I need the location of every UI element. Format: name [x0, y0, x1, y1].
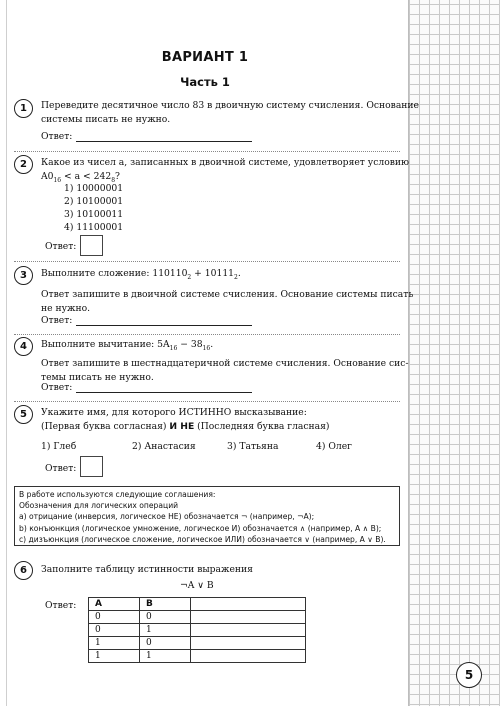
question-3-line-2: Ответ запишите в двоичной системе счисления. Основание системы писать	[41, 288, 414, 300]
question-number-4: 4	[14, 337, 33, 356]
cell: 1	[140, 624, 191, 637]
answer-label-4: Ответ:	[41, 382, 73, 393]
question-4-line-2: Ответ запишите в шестнадцатеричной системе счисления. Основание сис-	[41, 357, 409, 369]
separator	[14, 261, 400, 262]
table-row	[89, 611, 306, 624]
answer-box-2[interactable]	[80, 235, 103, 256]
answer-cell[interactable]	[191, 650, 306, 663]
expr-subscript: 16	[169, 344, 178, 352]
question-4-line-1	[41, 338, 409, 356]
cond-part: A0	[41, 171, 54, 182]
cond-subscript: 16	[53, 176, 62, 184]
question-2-line-1: Какое из чисел a, записанных в двоичной системе, удовлетворяет условию	[41, 157, 410, 168]
cell: 1	[140, 650, 191, 663]
separator	[14, 334, 400, 335]
answer-cell[interactable]	[191, 611, 306, 624]
question-number-3: 3	[14, 266, 33, 285]
expr-part: .	[210, 339, 214, 350]
question-2-options	[64, 182, 123, 234]
cell: 0	[89, 611, 140, 624]
table-row	[89, 637, 306, 650]
cell: 1	[89, 637, 140, 650]
expr-part: − 38	[177, 339, 203, 350]
part-title: Часть 1	[180, 75, 230, 89]
question-1-line-1: Переведите десятичное число 83 в двоичную систему счисления. Основание	[41, 100, 419, 111]
q5-option-2: 2) Анастасия	[132, 441, 196, 452]
expr-part: .	[237, 268, 241, 279]
q5-option-3: 3) Татьяна	[227, 441, 279, 452]
statement-part: (Первая буква согласная)	[41, 421, 170, 432]
grid-margin	[408, 0, 500, 706]
question-4-text	[41, 338, 409, 385]
answer-label-6: Ответ:	[45, 600, 77, 611]
q5-option-1: 1) Глеб	[41, 441, 77, 452]
table-header-row	[89, 598, 306, 611]
answer-line-1[interactable]	[76, 141, 252, 142]
conventions-line: b) конъюнкция (логическое умножение, логическое И) обозначается ∧ (например, A ∧ B);	[19, 523, 382, 533]
cell: 0	[89, 624, 140, 637]
cell: 0	[140, 611, 191, 624]
question-5-line-2	[41, 420, 330, 434]
table-row	[89, 624, 306, 637]
cond-part: < a < 242	[61, 171, 112, 182]
header-cell: B	[140, 598, 191, 611]
question-4-line-3: темы писать не нужно.	[41, 371, 154, 383]
answer-box-5[interactable]	[80, 456, 103, 477]
separator	[14, 401, 400, 402]
question-number-1: 1	[14, 99, 33, 118]
option: 4) 11100001	[64, 222, 124, 233]
question-5-line-1: Укажите имя, для которого ИСТИННО высказывание:	[41, 407, 307, 418]
conventions-line: a) отрицание (инверсия, логическое НЕ) обозначается ¬ (например, ¬A);	[19, 512, 315, 522]
question-6-text: Заполните таблицу истинности выражения	[41, 564, 253, 575]
option: 1) 10000001	[64, 183, 124, 194]
page-number: 5	[456, 662, 482, 688]
answer-line-3[interactable]	[76, 325, 252, 326]
question-number-2: 2	[14, 155, 33, 174]
conventions-line: Обозначения для логических операций	[19, 501, 179, 511]
cond-subscript: 8	[111, 176, 116, 184]
expr-part: Выполните сложение: 110110	[41, 268, 188, 279]
truth-table	[88, 597, 306, 663]
cond-part: ?	[115, 171, 120, 182]
expression: ¬A ∨ B	[180, 580, 214, 591]
left-margin-line	[6, 0, 7, 706]
expr-subscript: 2	[234, 273, 238, 281]
table-row	[89, 650, 306, 663]
question-1-text	[41, 99, 419, 127]
statement-operator: И НЕ	[169, 421, 195, 432]
question-1-line-2: системы писать не нужно.	[41, 114, 171, 125]
header-cell	[191, 598, 306, 611]
answer-label-3: Ответ:	[41, 315, 73, 326]
cell: 0	[140, 637, 191, 650]
header-cell: A	[89, 598, 140, 611]
q5-option-4: 4) Олег	[316, 441, 352, 452]
answer-label-2: Ответ:	[45, 241, 77, 252]
conventions-line: c) дизъюнкция (логическое сложение, логическое ИЛИ) обозначается ∨ (например, A ∨ B).	[19, 534, 386, 544]
page-title: ВАРИАНТ 1	[161, 50, 249, 65]
conventions-line: В работе используются следующие соглашения:	[19, 490, 216, 499]
question-5-text	[41, 406, 330, 434]
question-number-6: 6	[14, 561, 33, 580]
question-3-line-3: не нужно.	[41, 302, 91, 314]
question-3-text	[41, 267, 413, 316]
question-number-5: 5	[14, 405, 33, 424]
expr-part: Выполните вычитание: 5A	[41, 339, 170, 350]
conventions-box	[14, 486, 400, 546]
separator	[14, 151, 400, 152]
option: 2) 10100001	[64, 196, 124, 207]
expr-subscript: 2	[187, 273, 192, 281]
cell: 1	[89, 650, 140, 663]
answer-label-1: Ответ:	[41, 131, 73, 142]
answer-label-5: Ответ:	[45, 463, 77, 474]
option: 3) 10100011	[64, 209, 124, 220]
answer-cell[interactable]	[191, 637, 306, 650]
expr-subscript: 16	[202, 344, 211, 352]
question-3-line-1	[41, 267, 413, 285]
statement-part: (Последняя буква гласная)	[194, 421, 330, 432]
answer-cell[interactable]	[191, 624, 306, 637]
expr-part: + 10111	[191, 268, 235, 279]
answer-line-4[interactable]	[76, 392, 252, 393]
